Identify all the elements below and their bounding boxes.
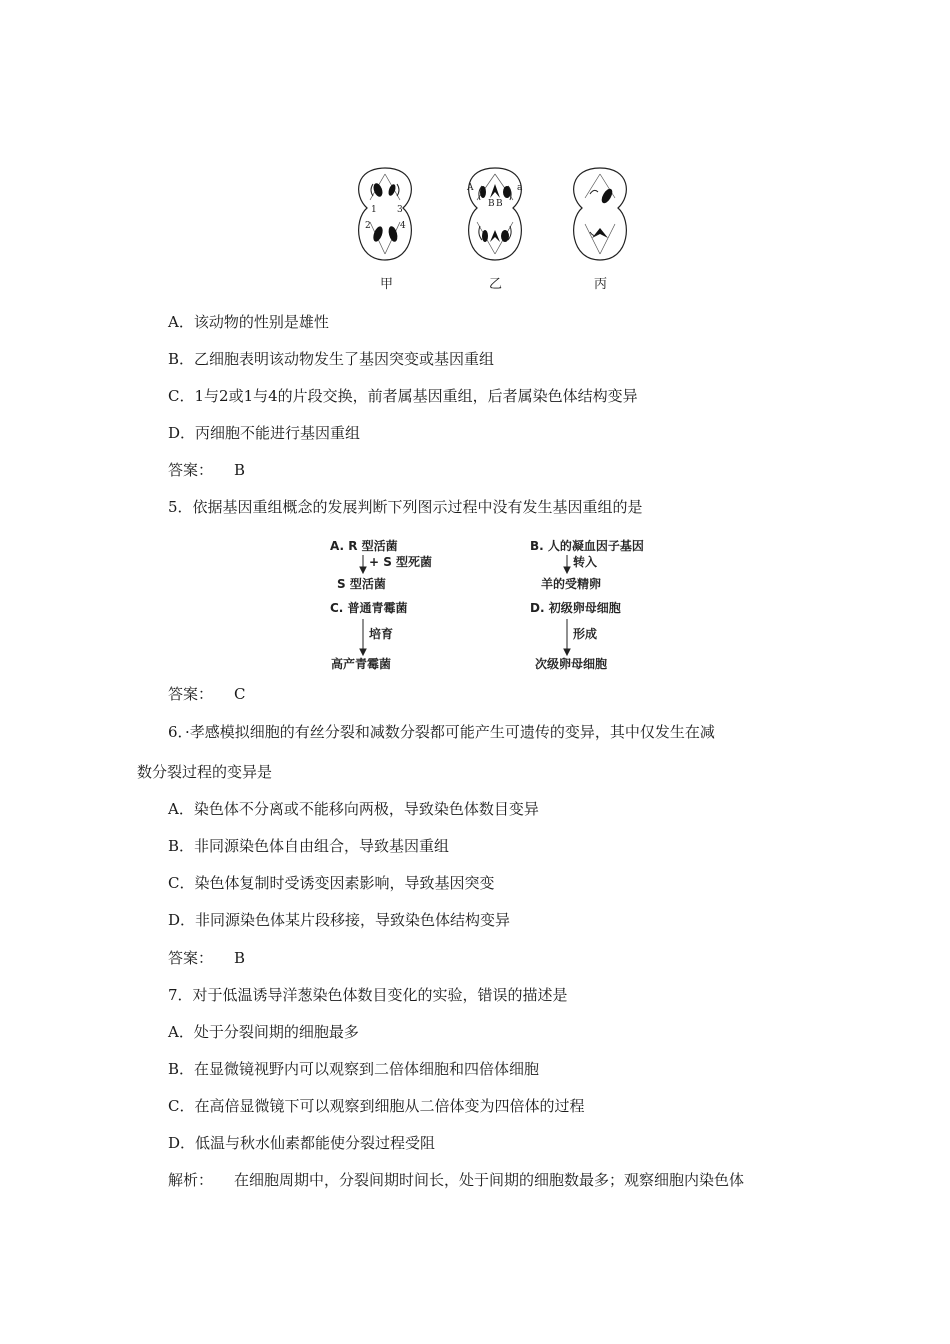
gene-label: B: [488, 199, 495, 209]
flow-c-step: 培育: [369, 627, 394, 641]
q7-option-c: C．在高倍显微镜下可以观察到细胞从二倍体变为四倍体的过程: [168, 1097, 585, 1115]
q6-option-a: A．染色体不分离或不能移向两极，导致染色体数目变异: [168, 800, 539, 818]
q7-option-b: B．在显微镜视野内可以观察到二倍体细胞和四倍体细胞: [168, 1060, 540, 1078]
q4-answer: [168, 460, 245, 480]
q6-option-b: B．非同源染色体自由组合，导致基因重组: [168, 837, 450, 855]
answer-label: 答案：: [168, 685, 214, 703]
q6-answer: [168, 948, 245, 968]
cell-division-drawing: [345, 160, 645, 270]
flow-b-top: B. 人的凝血因子基因: [530, 539, 644, 553]
flow-d-bottom: 次级卵母细胞: [535, 657, 608, 671]
analysis-text: 在细胞周期中，分裂间期时间长，处于间期的细胞数最多；观察细胞内染色体: [234, 1171, 745, 1189]
cell-jia-outline: [359, 168, 412, 260]
q5-stem: 5．依据基因重组概念的发展判断下列图示过程中没有发生基因重组的是: [168, 498, 643, 516]
q6-option-c: C．染色体复制时受诱变因素影响，导致基因突变: [168, 874, 495, 892]
answer-value: B: [234, 461, 246, 479]
flow-a-bottom: S 型活菌: [337, 577, 386, 591]
flow-d-top: D. 初级卵母细胞: [530, 601, 621, 615]
answer-value: B: [234, 949, 246, 967]
chromosome-label: 4: [400, 221, 406, 231]
q6-stem-line2: 数分裂过程的变异是: [137, 763, 273, 781]
gene-label: a: [517, 183, 523, 193]
answer-label: 答案：: [168, 949, 214, 967]
flow-c-top: C. 普通青霉菌: [330, 601, 408, 615]
figure-caption-bing: 丙: [594, 277, 608, 292]
q7-option-d: D．低温与秋水仙素都能使分裂过程受阻: [168, 1134, 436, 1152]
flow-b-step: 转入: [573, 555, 598, 569]
q4-option-b: B．乙细胞表明该动物发生了基因突变或基因重组: [168, 350, 495, 368]
q7-option-a: A．处于分裂间期的细胞最多: [168, 1023, 359, 1041]
flow-a-top: A. R 型活菌: [330, 539, 398, 553]
flow-c-bottom: 高产青霉菌: [331, 657, 392, 671]
chromosome-label: 2: [365, 221, 371, 231]
q6-option-d: D．非同源染色体某片段移接，导致染色体结构变异: [168, 911, 511, 929]
q4-option-c: C．1与2或1与4的片段交换，前者属基因重组，后者属染色体结构变异: [168, 387, 638, 405]
q7-stem: 7．对于低温诱导洋葱染色体数目变化的实验，错误的描述是: [168, 986, 568, 1004]
gene-label: A: [467, 183, 474, 193]
chromosome-label: 1: [371, 205, 377, 215]
flow-b-bottom: 羊的受精卵: [541, 577, 602, 591]
answer-value: C: [234, 685, 246, 703]
gene-label: B: [496, 199, 503, 209]
q7-analysis: [168, 1170, 744, 1190]
figure-caption-jia: 甲: [380, 277, 394, 292]
cell-division-figure: [345, 160, 645, 290]
q5-answer: [168, 684, 245, 704]
q6-stem-line1: 6．·孝感模拟细胞的有丝分裂和减数分裂都可能产生可遗传的变异，其中仅发生在减: [168, 723, 715, 741]
q4-option-d: D．丙细胞不能进行基因重组: [168, 424, 361, 442]
flow-d-step: 形成: [573, 627, 598, 641]
analysis-label: 解析：: [168, 1171, 214, 1189]
cell-bing-outline: [574, 168, 627, 260]
cell-yi-outline: [469, 168, 522, 260]
answer-label: 答案：: [168, 461, 214, 479]
flow-a-step: + S 型死菌: [369, 555, 433, 569]
recombination-flow-figure: [325, 535, 655, 675]
figure-caption-yi: 乙: [489, 277, 503, 292]
chromosome-label: 3: [397, 205, 403, 215]
q4-option-a: A．该动物的性别是雄性: [168, 313, 329, 331]
